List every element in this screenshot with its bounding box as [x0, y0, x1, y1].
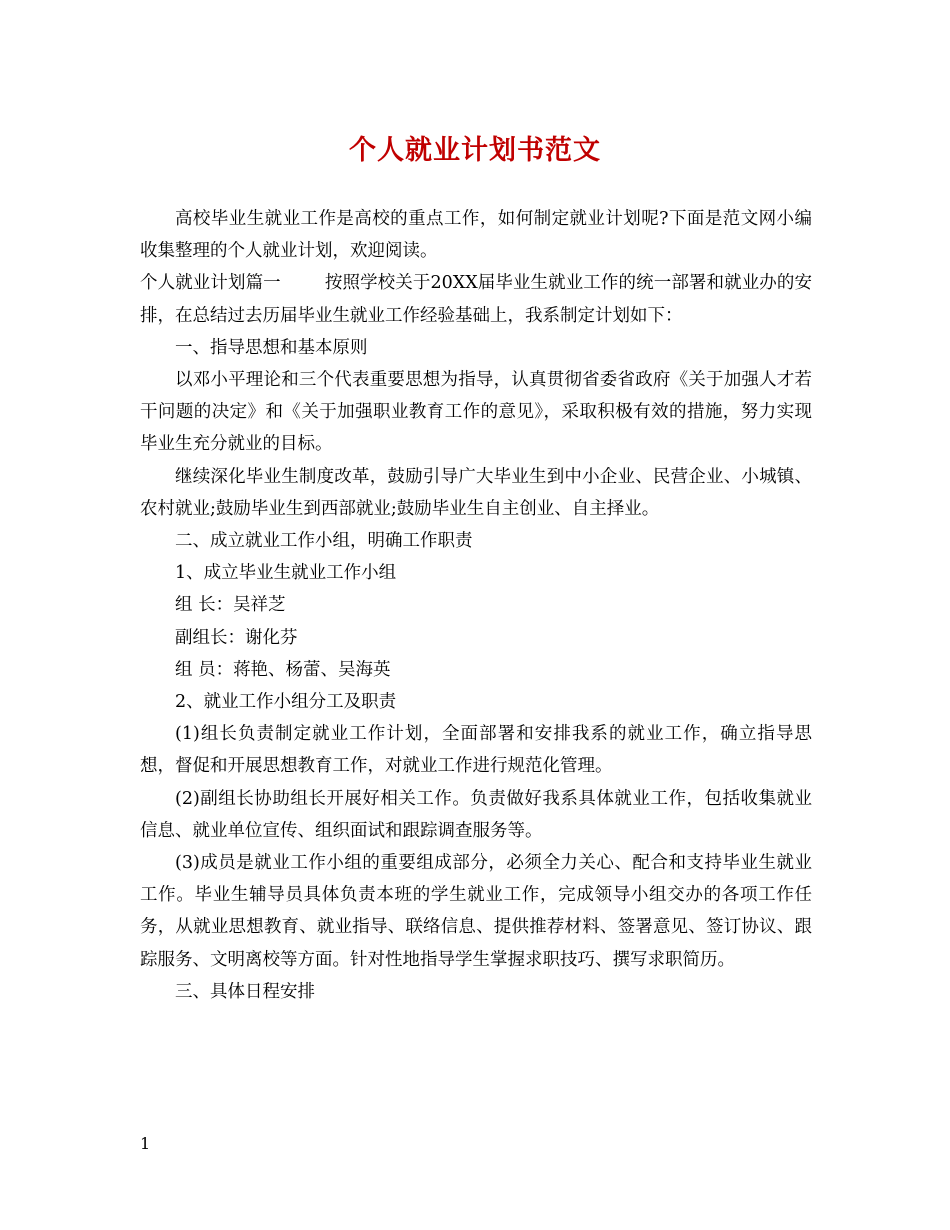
paragraph-employment-reform: 继续深化毕业生制度改革，鼓励引导广大毕业生到中小企业、民营企业、小城镇、农村就业;鼓励毕业生到西部就业;鼓励毕业生自主创业、自主择业。 [140, 466, 812, 519]
duty-item-2: (2)副组长协助组长开展好相关工作。负责做好我系具体就业工作，包括收集就业信息、就业单位宣传、组织面试和跟踪调查服务等。 [140, 788, 812, 841]
document-body [140, 203, 812, 1008]
duty-item-3: (3)成员是就业工作小组的重要组成部分，必须全力关心、配合和支持毕业生就业工作。毕业生辅导员具体负责本班的学生就业工作，完成领导小组交办的各项工作任务，从就业思想教育、就业指导、联络信息、提供推荐材料、签署意见、签订协议、跟踪服务、文明离校等方面。针对性地指导学生掌握求职技巧、撰写求职简历。 [140, 853, 812, 970]
section-one-paragraph [140, 267, 812, 331]
heading-work-group: 二、成立就业工作小组，明确工作职责 [175, 531, 473, 552]
section-one-heading: 个人就业计划篇一 [140, 273, 281, 294]
subheading-duties: 2、就业工作小组分工及职责 [175, 692, 397, 713]
group-leader: 组 长：吴祥芝 [175, 595, 286, 616]
intro-paragraph: 高校毕业生就业工作是高校的重点工作，如何制定就业计划呢?下面是范文网小编收集整理的个人就业计划，欢迎阅读。 [140, 209, 812, 262]
document-title: 个人就业计划书范文 [349, 135, 601, 166]
duty-item-1: (1)组长负责制定就业工作计划，全面部署和安排我系的就业工作，确立指导思想，督促和开展思想教育工作，对就业工作进行规范化管理。 [140, 724, 812, 777]
heading-guiding-principles: 一、指导思想和基本原则 [175, 337, 368, 358]
group-members: 组 员：蒋艳、杨蕾、吴海英 [175, 659, 391, 680]
page-number: 1 [140, 1134, 151, 1153]
heading-schedule: 三、具体日程安排 [175, 981, 315, 1002]
subheading-establish-group: 1、成立毕业生就业工作小组 [175, 563, 397, 584]
group-deputy-leader: 副组长：谢化芬 [175, 627, 298, 648]
section-one-text: 按照学校关于20XX届毕业生就业工作的统一部署和就业办的安排，在总结过去历届毕业生就业工作经验基础上，我系制定计划如下： [140, 273, 812, 326]
paragraph-guiding-ideology: 以邓小平理论和三个代表重要思想为指导，认真贯彻省委省政府《关于加强人才若干问题的决定》和《关于加强职业教育工作的意见》，采取积极有效的措施，努力实现毕业生充分就业的目标。 [140, 370, 812, 455]
